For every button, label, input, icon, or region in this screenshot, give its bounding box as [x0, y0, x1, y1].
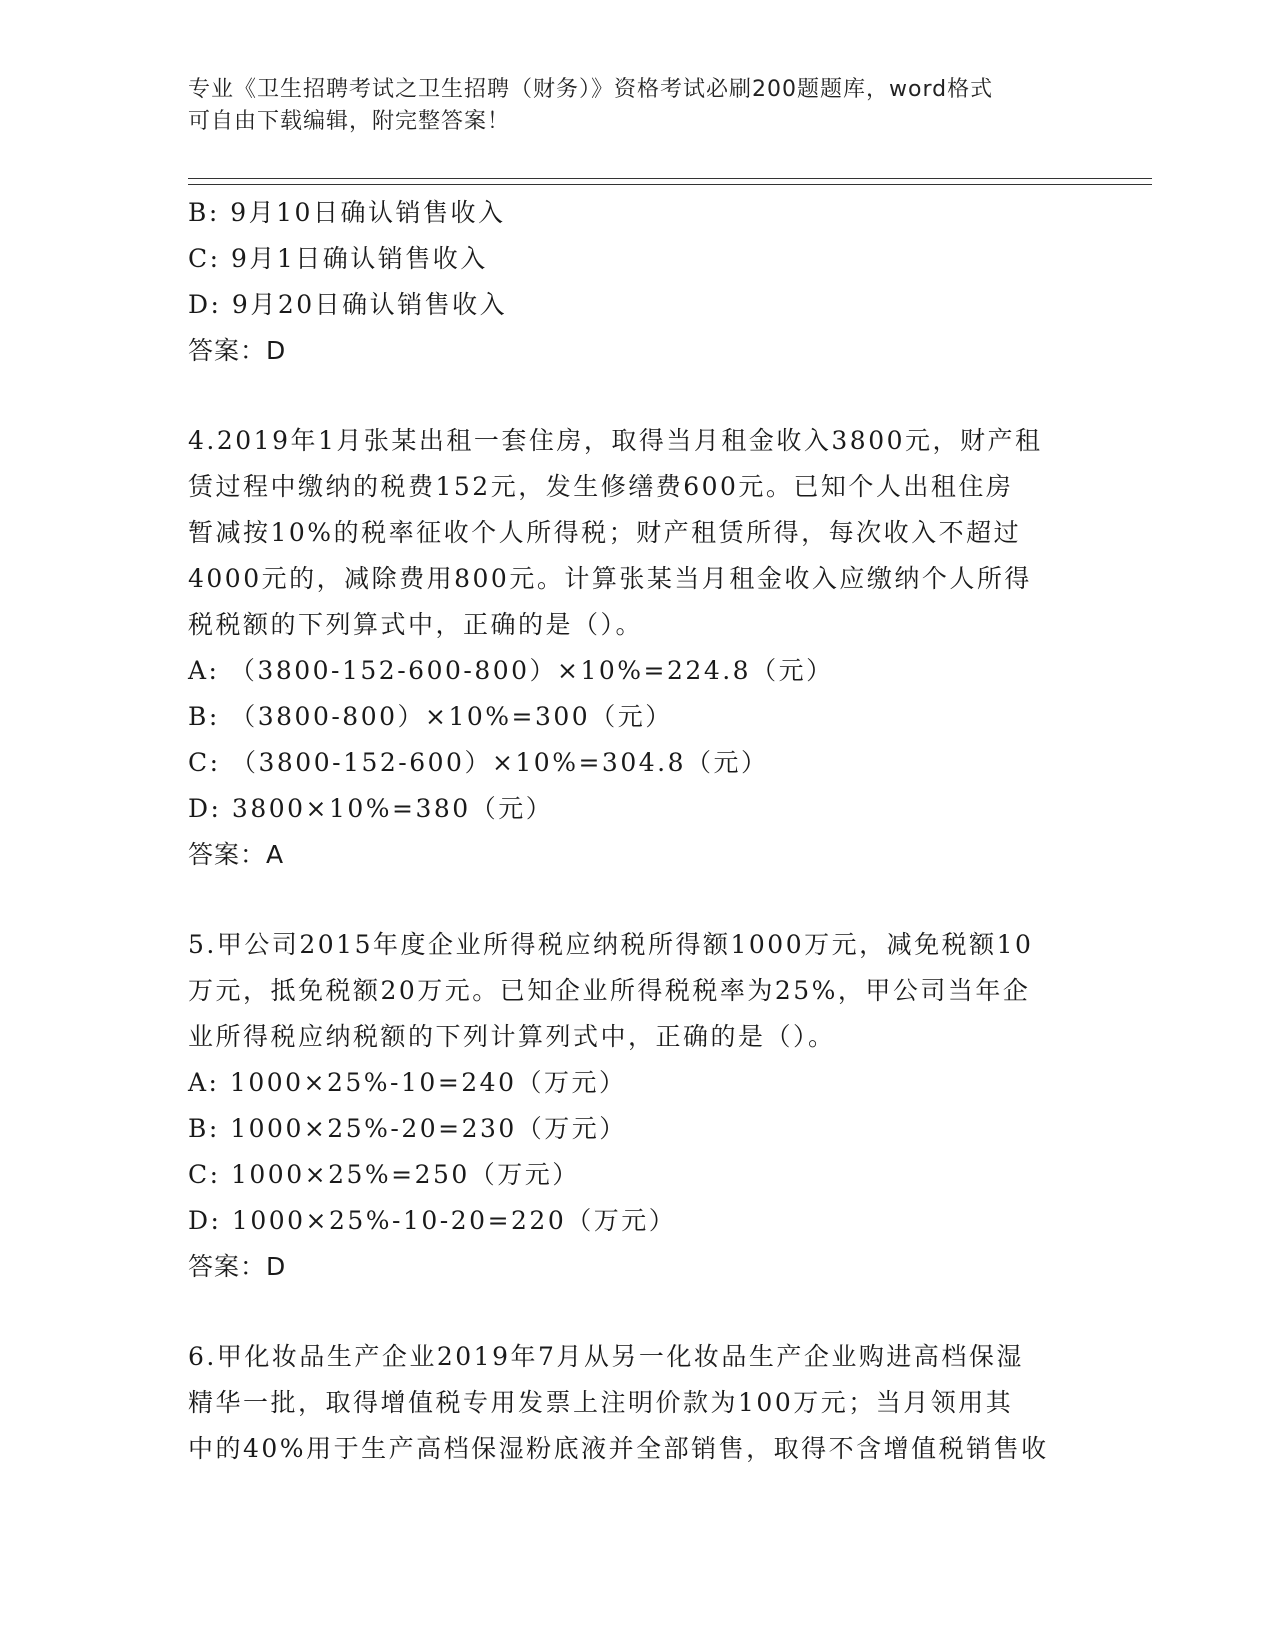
option-d: D: 9月20日确认销售收入 — [188, 290, 508, 319]
question-stem-line: 中的40%用于生产高档保湿粉底液并全部销售，取得不含增值税销售收 — [188, 1434, 1049, 1463]
question-stem-line: 精华一批，取得增值税专用发票上注明价款为100万元；当月领用其 — [188, 1388, 1014, 1417]
header-title-line-1: 专业《卫生招聘考试之卫生招聘（财务）》资格考试必刷200题题库，word格式 — [188, 77, 994, 102]
question-stem-line: 暂减按10%的税率征收个人所得税；财产租赁所得，每次收入不超过 — [188, 518, 1022, 547]
question-3 — [188, 190, 1088, 374]
option-b: B: （3800-800）×10%=300（元） — [188, 702, 673, 731]
option-a: A: 1000×25%-10=240（万元） — [188, 1068, 627, 1097]
question-content — [188, 190, 1088, 1472]
question-stem-line: 赁过程中缴纳的税费152元，发生修缮费600元。已知个人出租住房 — [188, 472, 1014, 501]
question-stem-line: 业所得税应纳税额的下列计算列式中，正确的是（）。 — [188, 1022, 836, 1051]
spacer — [188, 878, 1088, 922]
answer-line: 答案：A — [188, 840, 285, 869]
question-stem-line: 4000元的，减除费用800元。计算张某当月租金收入应缴纳个人所得 — [188, 564, 1032, 593]
question-6 — [188, 1334, 1088, 1472]
header-rule-bottom — [188, 184, 1152, 185]
option-a: A: （3800-152-600-800）×10%=224.8（元） — [188, 656, 834, 685]
header-title-line-2: 可自由下载编辑，附完整答案！ — [188, 109, 511, 134]
question-stem-line: 4.2019年1月张某出租一套住房，取得当月租金收入3800元，财产租 — [188, 426, 1043, 455]
option-b: B: 9月10日确认销售收入 — [188, 198, 506, 227]
option-d: D: 3800×10%=380（元） — [188, 794, 554, 823]
answer-line: 答案：D — [188, 1252, 287, 1281]
document-header — [188, 74, 1088, 138]
option-c: C: 9月1日确认销售收入 — [188, 244, 488, 273]
option-d: D: 1000×25%-10-20=220（万元） — [188, 1206, 677, 1235]
question-stem-line: 税税额的下列算式中，正确的是（）。 — [188, 610, 644, 639]
spacer — [188, 374, 1088, 418]
question-stem-line: 6.甲化妆品生产企业2019年7月从另一化妆品生产企业购进高档保湿 — [188, 1342, 1024, 1371]
question-stem-line: 万元，抵免税额20万元。已知企业所得税税率为25%，甲公司当年企 — [188, 976, 1031, 1005]
header-rule-top — [188, 178, 1152, 179]
spacer — [188, 1290, 1088, 1334]
question-4 — [188, 418, 1088, 878]
option-c: C: （3800-152-600）×10%=304.8（元） — [188, 748, 769, 777]
option-b: B: 1000×25%-20=230（万元） — [188, 1114, 627, 1143]
option-c: C: 1000×25%=250（万元） — [188, 1160, 580, 1189]
answer-line: 答案：D — [188, 336, 287, 365]
question-stem-line: 5.甲公司2015年度企业所得税应纳税所得额1000万元，减免税额10 — [188, 930, 1034, 959]
question-5 — [188, 922, 1088, 1290]
